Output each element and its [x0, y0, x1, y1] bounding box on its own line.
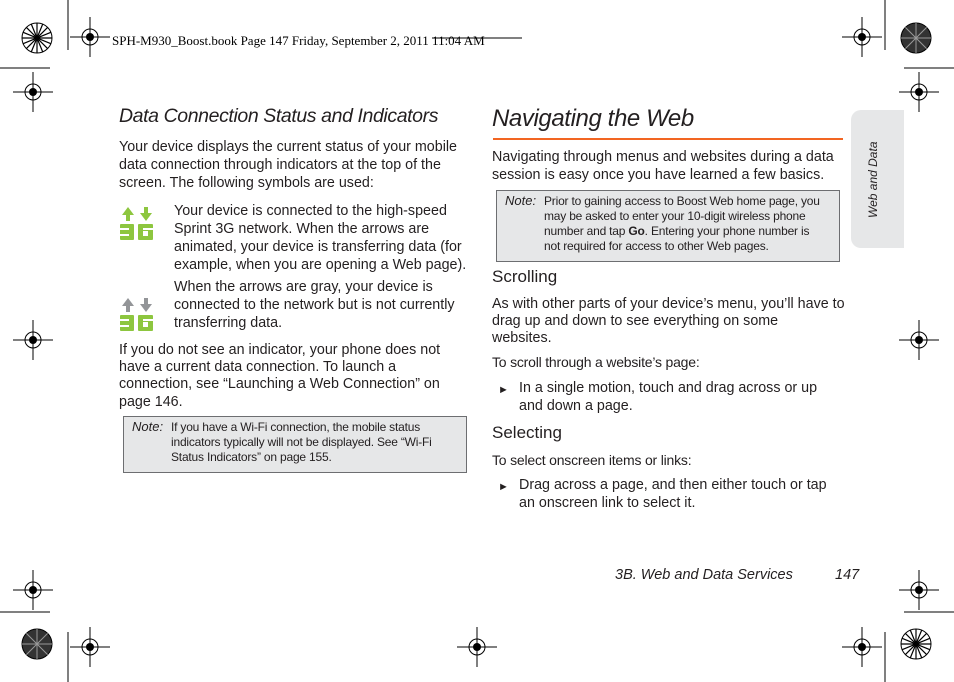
- note-label: Note:: [505, 193, 537, 208]
- indicator-active-description: [174, 202, 466, 274]
- register-mark-bottom-center: [457, 627, 497, 667]
- note-line: If you have a Wi-Fi connection, the mobile status: [171, 420, 420, 434]
- wifi-note-box: [123, 416, 467, 473]
- register-mark-right-upper: [899, 72, 939, 112]
- register-mark-left-middle: [13, 320, 53, 360]
- note-line: Prior to gaining access to Boost Web home page, you: [544, 194, 820, 208]
- selecting-heading: Selecting: [492, 423, 562, 442]
- selecting-step: [519, 477, 827, 512]
- no-indicator-paragraph: [119, 342, 440, 411]
- navigating-intro: [492, 149, 834, 184]
- indicator-line: example, when you are opening a Web page).: [174, 257, 467, 273]
- intro-line: Navigating through menus and websites during a data: [492, 149, 834, 165]
- register-mark-top-left: [70, 17, 110, 57]
- paragraph-line: websites.: [492, 330, 552, 346]
- indicator-line: When the arrows are gray, your device is: [174, 279, 433, 295]
- paragraph-line: As with other parts of your device’s menu, you’ll have to: [492, 296, 845, 312]
- note-line: indicators typically will not be displayed. See “Wi-Fi: [171, 435, 432, 449]
- star-target-bottom-left: [21, 628, 53, 660]
- paragraph-line: drag up and down to see everything on some: [492, 313, 779, 329]
- data-connection-heading: Data Connection Status and Indicators: [119, 105, 439, 127]
- note-line: [544, 224, 820, 239]
- paragraph-line: page 146.: [119, 393, 183, 410]
- indicator-line: transferring data.: [174, 315, 283, 331]
- note-text-segment: number and tap: [544, 224, 629, 238]
- side-tab-label: Web and Data: [866, 141, 880, 218]
- intro-line: screen. The following symbols are used:: [119, 175, 374, 191]
- scrolling-paragraph: [492, 296, 845, 347]
- boost-web-note-box: [496, 190, 840, 262]
- register-mark-left-lower: [13, 570, 53, 610]
- 3g-data-active-icon: [119, 205, 155, 241]
- register-mark-left-upper: [13, 72, 53, 112]
- indicator-line: Sprint 3G network. When the arrows are: [174, 221, 430, 237]
- note-text: [544, 194, 820, 254]
- note-line: not required for access to other Web pages.: [544, 239, 769, 253]
- step-line: In a single motion, touch and drag across or up: [519, 380, 818, 396]
- intro-line: data connection through indicators at the top of the: [119, 157, 441, 173]
- indicator-idle-description: [174, 278, 455, 332]
- scrolling-instruction: To scroll through a website’s page:: [492, 354, 700, 370]
- intro-line: Your device displays the current status of your mobile: [119, 139, 458, 155]
- step-line: Drag across a page, and then either touch or tap: [519, 477, 827, 493]
- register-mark-bottom-left: [70, 627, 110, 667]
- selecting-instruction: To select onscreen items or links:: [492, 452, 692, 468]
- data-connection-intro: [119, 138, 457, 192]
- indicator-line: Your device is connected to the high-speed: [174, 203, 447, 219]
- register-mark-right-middle: [899, 320, 939, 360]
- scrolling-step: [519, 380, 817, 415]
- note-line: Status Indicators” on page 155.: [171, 450, 332, 464]
- note-label: Note:: [132, 419, 164, 434]
- paragraph-line: If you do not see an indicator, your phone does not: [119, 342, 441, 358]
- step-line: and down a page.: [519, 397, 633, 414]
- note-text: [171, 420, 432, 465]
- star-target-top-left: [21, 22, 53, 54]
- paragraph-line: have a current data connection. To launch a: [119, 359, 397, 376]
- bullet-arrow-icon: ►: [498, 481, 509, 493]
- register-mark-bottom-right: [842, 627, 882, 667]
- heading-rule: [493, 138, 843, 140]
- go-key-label: Go: [628, 224, 645, 238]
- note-text-segment: . Entering your phone number is: [644, 224, 810, 238]
- scrolling-heading: Scrolling: [492, 267, 558, 286]
- register-mark-right-lower: [899, 570, 939, 610]
- register-mark-top-right: [842, 17, 882, 57]
- step-line: an onscreen link to select it.: [519, 494, 696, 511]
- note-line: may be asked to enter your 10-digit wireless phone: [544, 209, 806, 223]
- star-target-bottom-right: [900, 628, 932, 660]
- footer-section-title: 3B. Web and Data Services: [615, 567, 793, 583]
- page-number: 147: [835, 567, 860, 583]
- indicator-line: animated, your device is transferring data (for: [174, 239, 462, 255]
- star-target-top-right: [900, 22, 932, 54]
- navigating-web-heading: Navigating the Web: [492, 105, 694, 132]
- paragraph-line: connection, see “Launching a Web Connection” on: [119, 376, 440, 393]
- 3g-data-idle-icon: [119, 296, 155, 332]
- print-header: SPH-M930_Boost.book Page 147 Friday, September 2, 2011 11:04 AM: [112, 33, 485, 48]
- intro-line: session is easy once you have learned a few basics.: [492, 166, 825, 183]
- bullet-arrow-icon: ►: [498, 384, 509, 396]
- indicator-line: connected to the network but is not currently: [174, 297, 455, 313]
